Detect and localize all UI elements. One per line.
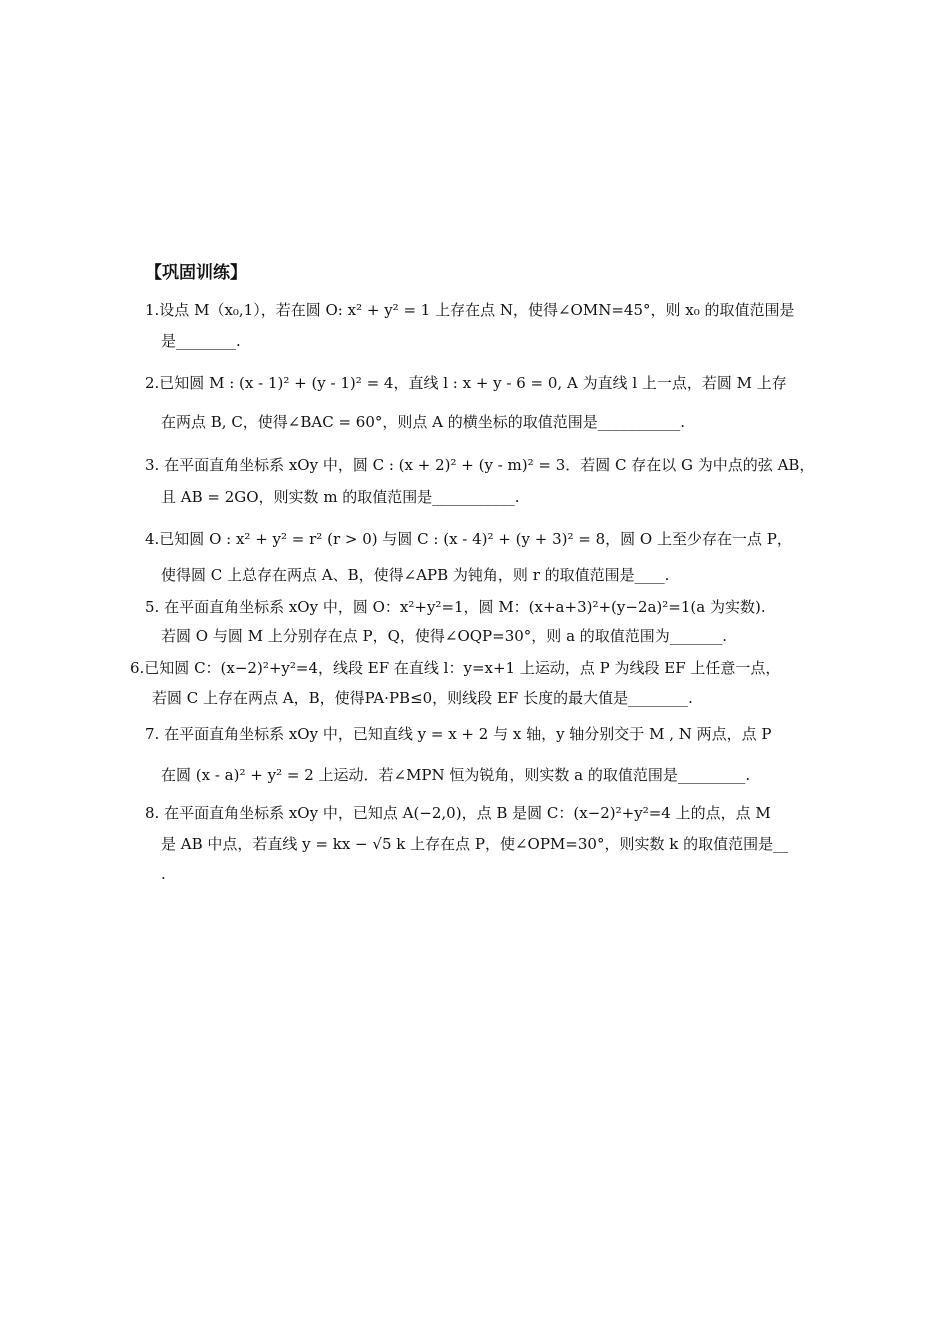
problem-5-line-2: 若圆 O 与圆 M 上分别存在点 P，Q，使得∠OQP=30°，则 a 的取值范围为_______. [161,627,728,645]
problem-4-line-1: 4.已知圆 O : x² + y² = r² (r > 0) 与圆 C : (x - 4)² + (y + 3)² = 8，圆 O 上至少存在一点 P， [145,530,792,548]
problem-2-line-1: 2.已知圆 M : (x - 1)² + (y - 1)² = 4，直线 l : x + y - 6 = 0, A 为直线 l 上一点，若圆 M 上存 [145,374,787,392]
problem-7-line-2: 在圆 (x - a)² + y² = 2 上运动．若∠MPN 恒为锐角，则实数 a 的取值范围是_________. [161,766,751,784]
problem-3-line-2: 且 AB = 2GO，则实数 m 的取值范围是___________. [161,488,520,506]
problem-8-line-3: . [161,865,166,883]
problem-3-line-1: 3. 在平面直角坐标系 xOy 中，圆 C : (x + 2)² + (y - m)² = 3．若圆 C 存在以 G 为中点的弦 AB， [145,456,815,474]
problem-1-line-2: 是________. [161,332,241,350]
problem-5-line-1: 5. 在平面直角坐标系 xOy 中，圆 O：x²+y²=1，圆 M：(x+a+3)²+(y−2a)²=1(a 为实数). [145,598,766,616]
problem-7-line-1: 7. 在平面直角坐标系 xOy 中，已知直线 y = x + 2 与 x 轴，y 轴分别交于 M , N 两点，点 P [145,725,772,743]
problem-4-line-2: 使得圆 C 上总存在两点 A、B，使得∠APB 为钝角，则 r 的取值范围是____. [161,566,670,584]
section-title: 【巩固训练】 [145,263,247,283]
problem-8-line-2: 是 AB 中点，若直线 y = kx − √5 k 上存在点 P，使∠OPM=30°，则实数 k 的取值范围是__ [161,835,789,853]
problem-1-line-1: 1.设点 M（x₀,1），若在圆 O: x² + y² = 1 上存在点 N，使得∠OMN=45°，则 x₀ 的取值范围是 [145,301,795,319]
problem-6-line-1: 6.已知圆 C：(x−2)²+y²=4，线段 EF 在直线 l：y=x+1 上运动，点 P 为线段 EF 上任意一点， [130,659,781,677]
problem-8-line-1: 8. 在平面直角坐标系 xOy 中，已知点 A(−2,0)，点 B 是圆 C：(x−2)²+y²=4 上的点，点 M [145,804,771,822]
problem-2-line-2: 在两点 B, C，使得∠BAC = 60°，则点 A 的横坐标的取值范围是___________. [161,413,686,431]
problem-6-line-2: 若圆 C 上存在两点 A，B，使得PA·PB≤0，则线段 EF 长度的最大值是________. [152,689,693,707]
